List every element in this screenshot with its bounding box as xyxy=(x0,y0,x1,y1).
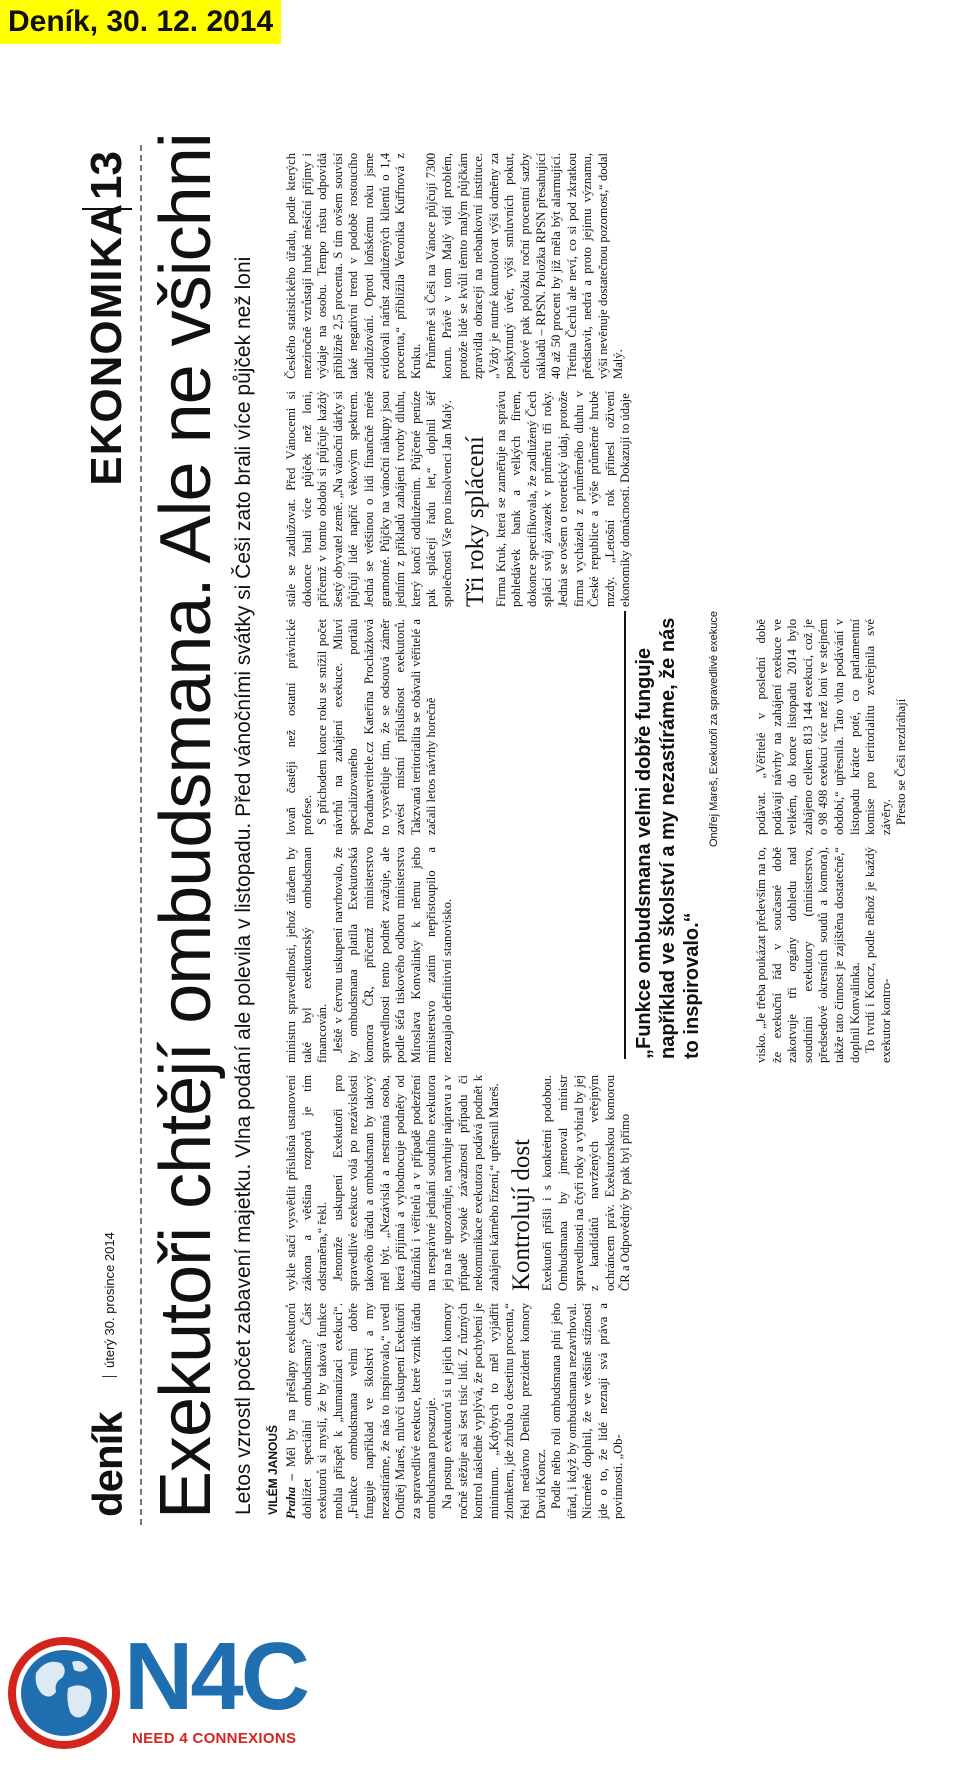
dateline: Praha – xyxy=(284,1473,298,1519)
pull-quote xyxy=(624,611,720,1059)
section-title: EKONOMIKA xyxy=(82,203,131,486)
article-body xyxy=(284,149,934,1519)
column-4 xyxy=(284,619,614,835)
column-1 xyxy=(284,1303,627,1519)
paragraph: lovaň častěji než ostatní právnické profese. xyxy=(284,619,314,835)
column-3 xyxy=(284,847,614,1063)
paragraph: visko. „Je třeba poukázat především na to, že exekuční řád v současné době zakotvuje tři orgány dohledu nad soudními exekutory (ministerstvo, předsedové okresních soudů a komora), takže tato činnost je zajištěna dostatečně,“ doplnil Konvalinka. xyxy=(754,847,862,1063)
masthead xyxy=(80,145,142,1525)
paragraph: Jenomže uskupení Exekutoři pro spravedlivé exekuce volá po nezávislosti takového úřadu a ombudsman by takový měl být. „Nezávislá a nestranná osoba, která přijímá a vyhodnocuje podněty od dlužníků i věřitelů a v případě podezření na nesprávné jednání soudního exekutora jej na ně upozorňuje, navrhuje nápravu a v případě vysoké závažnosti případu či nekomunikace exekutora podává podnět k zahájení kárného řízení,“ upřesnil Mareš. xyxy=(330,1075,501,1291)
newspaper-clipping xyxy=(80,133,940,1525)
paragraph: vykle stačí vysvětlit příslušná ustanovení zákona a většina rozporů je tím odstraněna,“ řekl. xyxy=(284,1075,330,1291)
crosshead: Tři roky splácení xyxy=(461,436,489,607)
crosshead: Kontrolují dost xyxy=(508,1138,536,1291)
paragraph-text: Měl by na přešlapy exekutorů dohlížet speciální ombudsman? Část exekutorů si myslí, že by taková funkce mohla přispět k „humanizaci exekucí“. „Funkce ombudsmana velmi dobře funguje například ve školství a my nezastíráme, že nás to inspirovalo,“ uvedl Ondřej Mareš, mluvčí uskupení Exekutoři za spravedlivé exekuce, které vznik úřadu ombudsmana prosazuje. xyxy=(284,1303,439,1519)
paragraph: Firma Kruk, která se zaměřuje na správu pohledávek bank a velkých firem, dokonce specifikovala, že zadlužený Čech splácí svůj závazek v průměru tři roky. Jedná se ovšem o teoretický údaj, protože firma vycházela z průměrného dluhu v České republice a výše průměrné hrubé mzdy. „Letošní rok přinesl oživení ekonomiky domácností. Dokazují to údaje xyxy=(493,391,633,607)
paragraph: Na postup exekutorů si u jejich komory ročně stěžuje asi šest tisíc lidí. Z různých kontrol následně vyplývá, že pochybení je minimum. „Kdybych to měl vyjádřit zlomkem, jde zhruba o desetinu procenta,“ řekl nedávno Deníku prezident komory David Koncz. xyxy=(439,1303,548,1519)
quote-text: „Funkce ombudsmana velmi dobře funguje například ve školství a my nezastíráme, že nás to inspirovalo.“ xyxy=(633,617,703,1059)
column-5 xyxy=(284,391,634,607)
newspaper-logo: deník xyxy=(84,1412,131,1517)
brand-name: N4C xyxy=(124,1623,308,1730)
page-number: 13 xyxy=(82,151,132,210)
byline: VILÉM JANOUŠ xyxy=(266,1424,280,1515)
column-4-lower xyxy=(754,619,910,835)
paragraph: Českého statistického úřadu, podle kterých meziročně vzrůstají hrubé měsíční příjmy i výdaje na osobu. Tempo růstu odpovídá přibližně 2,5 procenta. S tím ovšem souvisí také negativní trend v podobě rostoucího zadlužování. Oproti loňskému roku jsme evidovali nárůst zadlužených klientů o 1,4 procenta,“ přiblížila Veronika Kuřfnová z Kruku. xyxy=(284,153,423,379)
paragraph: Podle něho roli ombudsmana plní jeho úřad, i když by ombudsmana nezavrhoval. Nicméně doplnil, že ve většině stížností jde o to, že lidé neznají svá práva a povinnosti. „Ob- xyxy=(549,1303,626,1519)
date-banner: Deník, 30. 12. 2014 xyxy=(0,0,281,44)
paragraph: Přesto se Češi nezdráhají xyxy=(894,698,909,825)
article-subheadline: Letos vzrostl počet zabavení majetku. Vlna podání ale polevila v listopadu. Před vánočními svátky si Češi zato brali více půjček než loni xyxy=(232,256,255,1515)
column-2 xyxy=(284,1075,634,1291)
issue-date: úterý 30. prosince 2014 xyxy=(102,1232,117,1377)
paragraph: Exekutoři přišli i s konkrétní podobou. Ombudsmana by jmenoval ministr spravedlnosti na čtyři roky a vybíral by jej z kandidátů navržených veřejným ochráncem práv. Exekutorskou komorou ČR a Odpovědný by pak byl přímo xyxy=(540,1075,633,1291)
globe-icon xyxy=(6,1618,124,1768)
column-3-lower xyxy=(754,847,894,1063)
paragraph: Průměrně si Češi na Vánoce půjčují 7300 korun. Právě v tom Malý vidí problém, protože lidé se kvůli těmto malým půjčkám zpravidla obracejí na nebankovní instituce. „Vždy je nutné kontrolovat výši odměny za poskytnutý úvěr, výši smluvních pokut, celkové pak položku roční procentní sazby nákladů – RPSN. Položka RPSN přesahující 40 až 50 procent by již měla být alarmující. Třetina Čechů ale neví, co si pod zkratkou představit, nedrá a proto jejímu významu, výši nevěnuje dostatečnou pozornost,“ dodal Malý. xyxy=(424,153,626,379)
paragraph: S příchodem konce roku se snížil počet návrhů na zahájení exekuce. Mluví specializovaného portálu Poradnaveritele.cz Kateřina Procházková to vysvětluje tím, že se odsouvá záměr zavést mistní příslušnost exekutorů. Takzvaná teritorialita se obávali věřitelé a začali letos návrhy horečně xyxy=(315,619,439,835)
brand-tagline: NEED 4 CONNEXIONS xyxy=(132,1730,297,1747)
paragraph: Ještě v červnu uskupení navrhovalo, že by ombudsmana platila Exekutorská komora ČR, přičemž ministerstvo spravedlnosti tento podnět zvažuje, ale podle šéfa tiskového odboru ministerstva Miroslava Konvalinky k němu jeho ministerstvo zatím nepřistoupilo a nezaujalo definitivní stanovisko. xyxy=(330,847,454,1063)
column-6 xyxy=(284,153,627,379)
quote-source: Ondřej Mareš, Exekutoři za spravedlivé exekuce xyxy=(708,611,720,847)
brand-logo xyxy=(6,1618,326,1768)
paragraph xyxy=(284,1303,440,1519)
article-headline: Exekutoři chtějí ombudsmana. Ale ne všichni xyxy=(146,133,226,1519)
paragraph: podávat. „Věřitelé v poslední době podávají návrhy na zahájení exekuce ve velkém, do konce listopadu 2014 bylo zahájeno celkem 813 144 exekucí, což je o 98 498 exekucí více než loni ve stejném období,“ upřesnila. Tato vlna podávání v listopadu krátce poté, co parlamentní komise pro teritorialitu zveřejnila své závěry. xyxy=(754,619,893,835)
paragraph: To tvrdí i Koncz, podle něhož je každý exekutor kontro- xyxy=(863,847,893,1063)
paragraph: ministru spravedlnosti, jehož úřadem by také byl exekutorský ombudsman financován. xyxy=(284,847,330,1063)
paragraph: stále se zadlužovat. Před Vánocemi si dokonce brali více půjček než loni, přičemž v tomto období si půjčuje každý šestý obyvatel země. „Na vánoční dárky si půjčují lidé napříč věkovým spektrem. Jedná se většinou o lidi finančně méně gramotné. Půjčky na vánoční nákupy jsou jedním z příkladů zahájení tvorby dluhu, který končí oddlužením. Půjčené peníze pak splácejí řadu let,“ doplnil šéf společnosti Vše pro insolvenci Jan Malý. xyxy=(284,391,454,607)
